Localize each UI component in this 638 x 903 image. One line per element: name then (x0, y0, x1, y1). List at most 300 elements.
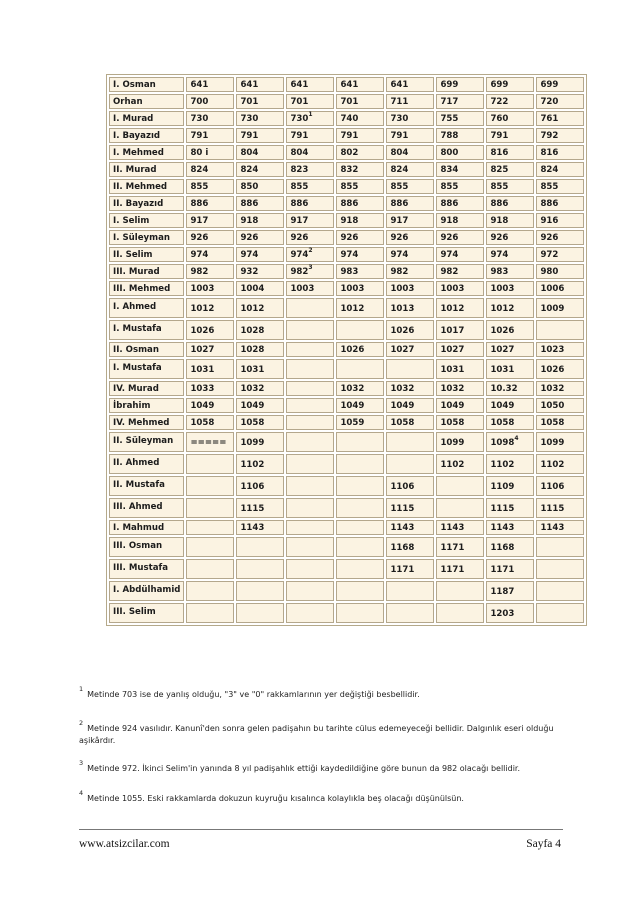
year-cell (536, 111, 584, 126)
year-cell (336, 359, 384, 379)
year-value: 855 (340, 181, 359, 192)
year-cell (386, 320, 434, 340)
year-cell (336, 432, 384, 452)
sultan-name-cell: III. Mustafa (109, 559, 184, 579)
year-value: 974 (440, 249, 459, 260)
year-cell (236, 179, 284, 194)
year-cell (186, 111, 234, 126)
year-value: 1032 (440, 383, 465, 394)
year-value: 791 (340, 130, 359, 141)
year-cell (236, 381, 284, 396)
year-value: 700 (190, 96, 209, 107)
year-value: 926 (190, 232, 209, 243)
table-row (109, 179, 584, 194)
year-cell (486, 230, 534, 245)
year-cell (186, 342, 234, 357)
year-value: 800 (440, 147, 459, 158)
year-cell (236, 247, 284, 262)
year-value: 917 (190, 215, 209, 226)
year-value: 791 (290, 130, 309, 141)
year-value: 717 (440, 96, 459, 107)
year-cell (286, 213, 334, 228)
year-value: 791 (240, 130, 259, 141)
year-cell (286, 77, 334, 92)
year-cell (436, 111, 484, 126)
year-cell (286, 559, 334, 579)
footnote-marker[interactable]: 1 (308, 110, 313, 118)
footnote-2 (79, 719, 559, 747)
year-cell (486, 145, 534, 160)
year-value: 1058 (540, 417, 565, 428)
sultan-name-cell: III. Mehmed (109, 281, 184, 296)
year-cell (286, 162, 334, 177)
year-value: 1003 (190, 283, 215, 294)
table-row (109, 498, 584, 518)
table-row (109, 247, 584, 262)
year-value: 1026 (390, 326, 415, 336)
year-cell (436, 415, 484, 430)
year-cell (536, 359, 584, 379)
year-cell (486, 537, 534, 557)
year-value: 1099 (240, 438, 265, 448)
year-cell (236, 196, 284, 211)
year-cell (486, 432, 534, 452)
footnote-marker[interactable]: 3 (308, 263, 313, 271)
year-cell (436, 359, 484, 379)
year-cell (286, 94, 334, 109)
year-cell (236, 498, 284, 518)
year-cell (536, 476, 584, 496)
year-cell (386, 603, 434, 623)
year-cell (336, 77, 384, 92)
table-row (109, 230, 584, 245)
year-cell (186, 415, 234, 430)
year-cell (336, 230, 384, 245)
year-cell (336, 498, 384, 518)
year-cell (436, 298, 484, 318)
year-value: 755 (440, 113, 459, 124)
year-cell (336, 603, 384, 623)
footnote-2-text: Metinde 924 vasılıdır. Kanunî'den sonra gelen padişahın bu tarihte cülus edemeyeceği bellidir. Dalgınlık eseri olduğu aşikârdır. (79, 724, 554, 745)
year-cell (186, 213, 234, 228)
year-value: 926 (340, 232, 359, 243)
year-cell (486, 320, 534, 340)
year-cell (436, 581, 484, 601)
year-cell (386, 196, 434, 211)
year-value: 974 (490, 249, 509, 260)
year-cell (336, 537, 384, 557)
table-row (109, 454, 584, 474)
year-cell (386, 179, 434, 194)
year-value: 1023 (540, 344, 565, 355)
year-value: 886 (540, 198, 559, 209)
year-cell (386, 298, 434, 318)
year-cell (386, 264, 434, 279)
sultan-name-cell: İbrahim (109, 398, 184, 413)
year-value: 1031 (190, 365, 215, 375)
year-cell (236, 581, 284, 601)
table-row (109, 320, 584, 340)
year-value: 740 (340, 113, 359, 124)
year-value: 760 (490, 113, 509, 124)
year-cell (286, 230, 334, 245)
footnote-marker[interactable]: 4 (514, 435, 519, 443)
year-value: 974 (190, 249, 209, 260)
year-value: 982 (190, 266, 209, 277)
year-value: 1143 (490, 522, 515, 533)
year-value: 1017 (440, 326, 465, 336)
year-cell (386, 476, 434, 496)
year-cell (186, 454, 234, 474)
year-cell (386, 359, 434, 379)
year-value: 1099 (540, 438, 565, 448)
year-cell (336, 162, 384, 177)
year-value: 1013 (390, 304, 415, 314)
year-cell (286, 145, 334, 160)
year-value: 932 (240, 266, 259, 277)
year-cell (186, 230, 234, 245)
year-value: 823 (290, 164, 309, 175)
year-cell (436, 398, 484, 413)
year-value: 1058 (190, 417, 215, 428)
year-cell (436, 162, 484, 177)
year-value: 699 (440, 79, 459, 90)
sultan-name-cell: II. Bayazıd (109, 196, 184, 211)
year-value: 825 (490, 164, 509, 175)
year-cell (186, 559, 234, 579)
year-cell (286, 298, 334, 318)
year-value: 1115 (390, 504, 415, 514)
year-cell (486, 128, 534, 143)
year-cell (286, 476, 334, 496)
year-cell (436, 230, 484, 245)
year-value: 886 (190, 198, 209, 209)
year-value: 1032 (540, 383, 565, 394)
year-cell (186, 196, 234, 211)
year-value: 816 (490, 147, 509, 158)
year-cell (486, 247, 534, 262)
year-cell (286, 454, 334, 474)
year-value: 886 (240, 198, 259, 209)
footnote-4-number: 4 (79, 789, 84, 798)
year-value: 1143 (390, 522, 415, 533)
year-value: 1143 (440, 522, 465, 533)
year-value: 1003 (390, 283, 415, 294)
year-cell (336, 111, 384, 126)
year-cell (236, 213, 284, 228)
year-cell (236, 537, 284, 557)
year-cell (436, 559, 484, 579)
sultan-name-cell: I. Ahmed (109, 298, 184, 318)
year-value: 791 (390, 130, 409, 141)
year-cell (436, 476, 484, 496)
year-cell (536, 247, 584, 262)
year-value: 1106 (540, 482, 565, 492)
year-value: 10.32 (490, 383, 518, 394)
year-value: 1115 (490, 504, 515, 514)
year-cell (286, 498, 334, 518)
year-value: 1049 (190, 400, 215, 411)
year-cell (286, 342, 334, 357)
year-cell (436, 196, 484, 211)
year-cell (386, 432, 434, 452)
year-value: 1031 (240, 365, 265, 375)
year-cell (336, 196, 384, 211)
year-cell (486, 264, 534, 279)
year-value: 824 (240, 164, 259, 175)
year-cell (386, 415, 434, 430)
year-cell (536, 559, 584, 579)
year-cell (186, 94, 234, 109)
year-value: 1171 (390, 565, 415, 575)
sultan-name-cell: I. Bayazıd (109, 128, 184, 143)
year-value: 918 (240, 215, 259, 226)
year-value: 926 (290, 232, 309, 243)
year-cell (236, 320, 284, 340)
year-cell (336, 179, 384, 194)
year-value: 1003 (490, 283, 515, 294)
year-value: 974 (340, 249, 359, 260)
year-value: 1032 (340, 383, 365, 394)
year-cell (386, 230, 434, 245)
year-cell (186, 476, 234, 496)
year-value: 1012 (240, 304, 265, 314)
year-value: 1143 (240, 522, 265, 533)
year-cell (236, 342, 284, 357)
year-cell (436, 264, 484, 279)
year-value: 1028 (240, 344, 265, 355)
year-value: 1027 (490, 344, 515, 355)
sultan-name-cell: III. Murad (109, 264, 184, 279)
year-cell (436, 454, 484, 474)
sultan-dates-table (106, 74, 587, 626)
year-value: 730 (240, 113, 259, 124)
sultan-name-cell: III. Osman (109, 537, 184, 557)
year-cell (486, 381, 534, 396)
year-cell (436, 77, 484, 92)
year-cell (486, 162, 534, 177)
year-value: 1031 (490, 365, 515, 375)
year-cell (386, 537, 434, 557)
year-cell (336, 520, 384, 535)
year-value: 1012 (490, 304, 515, 314)
year-cell (186, 520, 234, 535)
year-cell (186, 179, 234, 194)
year-cell (236, 77, 284, 92)
sultan-name-cell: I. Mahmud (109, 520, 184, 535)
year-cell (536, 281, 584, 296)
table-row (109, 398, 584, 413)
year-value: 1033 (190, 383, 215, 394)
sultan-name-cell: I. Mehmed (109, 145, 184, 160)
year-value: 855 (190, 181, 209, 192)
year-cell (536, 581, 584, 601)
year-cell (186, 145, 234, 160)
year-cell (186, 162, 234, 177)
year-cell (336, 415, 384, 430)
year-cell (486, 111, 534, 126)
footnote-1-text: Metinde 703 ise de yanlış olduğu, "3" ve "0" rakkamlarının yer değiştiği besbellidir. (87, 690, 420, 699)
sultan-name-cell: I. Abdülhamid (109, 581, 184, 601)
year-value: 1003 (340, 283, 365, 294)
year-value: 1168 (490, 543, 515, 553)
year-cell (386, 559, 434, 579)
year-cell (336, 145, 384, 160)
year-cell (436, 498, 484, 518)
year-cell (536, 381, 584, 396)
table-row (109, 298, 584, 318)
year-cell (286, 398, 334, 413)
sultan-name-cell: I. Süleyman (109, 230, 184, 245)
year-cell (436, 520, 484, 535)
sultan-name-cell: IV. Mehmed (109, 415, 184, 430)
year-cell (186, 381, 234, 396)
year-cell (536, 432, 584, 452)
year-value: 1168 (390, 543, 415, 553)
year-cell (236, 359, 284, 379)
year-cell (186, 281, 234, 296)
year-cell (436, 537, 484, 557)
year-cell (536, 145, 584, 160)
year-cell (286, 603, 334, 623)
year-value: 1058 (240, 417, 265, 428)
year-cell (236, 230, 284, 245)
year-cell (286, 111, 334, 126)
year-value: 918 (440, 215, 459, 226)
year-cell (336, 454, 384, 474)
year-value: 1099 (440, 438, 465, 448)
year-cell (386, 381, 434, 396)
footnote-3-text: Metinde 972. İkinci Selim'in yanında 8 yıl padişahlık ettiği kaydedildiğine göre bunun da 982 olacağı bellidir. (87, 764, 521, 773)
year-value: 917 (290, 215, 309, 226)
sultan-name-cell: IV. Murad (109, 381, 184, 396)
year-cell (236, 454, 284, 474)
year-cell (236, 415, 284, 430)
year-value: 802 (340, 147, 359, 158)
table-row (109, 432, 584, 452)
year-value: 804 (240, 147, 259, 158)
year-cell (286, 247, 334, 262)
year-cell (436, 128, 484, 143)
year-value: 701 (340, 96, 359, 107)
year-cell (186, 298, 234, 318)
year-cell (386, 94, 434, 109)
year-value: 1012 (440, 304, 465, 314)
year-cell (186, 359, 234, 379)
year-value: 918 (490, 215, 509, 226)
footnote-2-number: 2 (79, 719, 84, 728)
footer-website[interactable]: www.atsizcilar.com (79, 838, 170, 850)
year-cell (536, 454, 584, 474)
year-cell (336, 320, 384, 340)
sultan-name-cell: II. Mustafa (109, 476, 184, 496)
year-value: 1027 (440, 344, 465, 355)
year-value: 791 (490, 130, 509, 141)
year-cell (486, 359, 534, 379)
year-value: 1102 (490, 460, 515, 470)
table-row (109, 196, 584, 211)
table-row (109, 77, 584, 92)
year-cell (286, 432, 334, 452)
footnote-marker[interactable]: 2 (308, 246, 313, 254)
year-cell (436, 179, 484, 194)
year-cell (236, 432, 284, 452)
sultan-name-cell: I. Selim (109, 213, 184, 228)
year-value: 917 (390, 215, 409, 226)
year-cell (486, 94, 534, 109)
year-cell (236, 94, 284, 109)
year-value: 824 (540, 164, 559, 175)
year-cell (386, 247, 434, 262)
year-value: 918 (340, 215, 359, 226)
year-cell (536, 498, 584, 518)
year-cell (186, 128, 234, 143)
year-value: 916 (540, 215, 559, 226)
year-cell (186, 398, 234, 413)
year-value: 1102 (440, 460, 465, 470)
year-cell (236, 111, 284, 126)
year-cell (386, 498, 434, 518)
sultan-name-cell: III. Selim (109, 603, 184, 623)
year-cell (486, 476, 534, 496)
year-cell (536, 94, 584, 109)
footnote-3 (79, 759, 559, 775)
year-value: 1187 (490, 587, 515, 597)
year-cell (486, 581, 534, 601)
year-cell (536, 342, 584, 357)
footer-page-number: Sayfa 4 (526, 838, 561, 850)
year-value: 1027 (190, 344, 215, 355)
year-cell (486, 196, 534, 211)
year-cell (436, 342, 484, 357)
year-cell (536, 298, 584, 318)
year-value: 730 (190, 113, 209, 124)
year-cell (336, 264, 384, 279)
year-value: 972 (540, 249, 559, 260)
year-cell (536, 520, 584, 535)
year-cell (186, 603, 234, 623)
year-cell (186, 77, 234, 92)
table-row (109, 537, 584, 557)
year-cell (336, 581, 384, 601)
year-cell (336, 128, 384, 143)
year-cell (186, 432, 234, 452)
year-value: 701 (240, 96, 259, 107)
year-value: 1059 (340, 417, 365, 428)
year-value: 1171 (440, 565, 465, 575)
year-cell (186, 320, 234, 340)
sultan-name-cell: II. Murad (109, 162, 184, 177)
year-cell (486, 603, 534, 623)
sultan-name-cell: I. Mustafa (109, 320, 184, 340)
year-cell (386, 398, 434, 413)
year-cell (236, 520, 284, 535)
year-cell (286, 581, 334, 601)
year-value: 1102 (540, 460, 565, 470)
sultan-name-cell: II. Selim (109, 247, 184, 262)
year-cell (386, 162, 434, 177)
year-value: 1026 (490, 326, 515, 336)
table-row (109, 603, 584, 623)
year-value: 699 (540, 79, 559, 90)
table-row (109, 342, 584, 357)
year-value: 711 (390, 96, 409, 107)
year-cell (286, 128, 334, 143)
year-cell (486, 398, 534, 413)
sultan-name-cell: I. Murad (109, 111, 184, 126)
year-value: 1049 (240, 400, 265, 411)
table-row (109, 415, 584, 430)
